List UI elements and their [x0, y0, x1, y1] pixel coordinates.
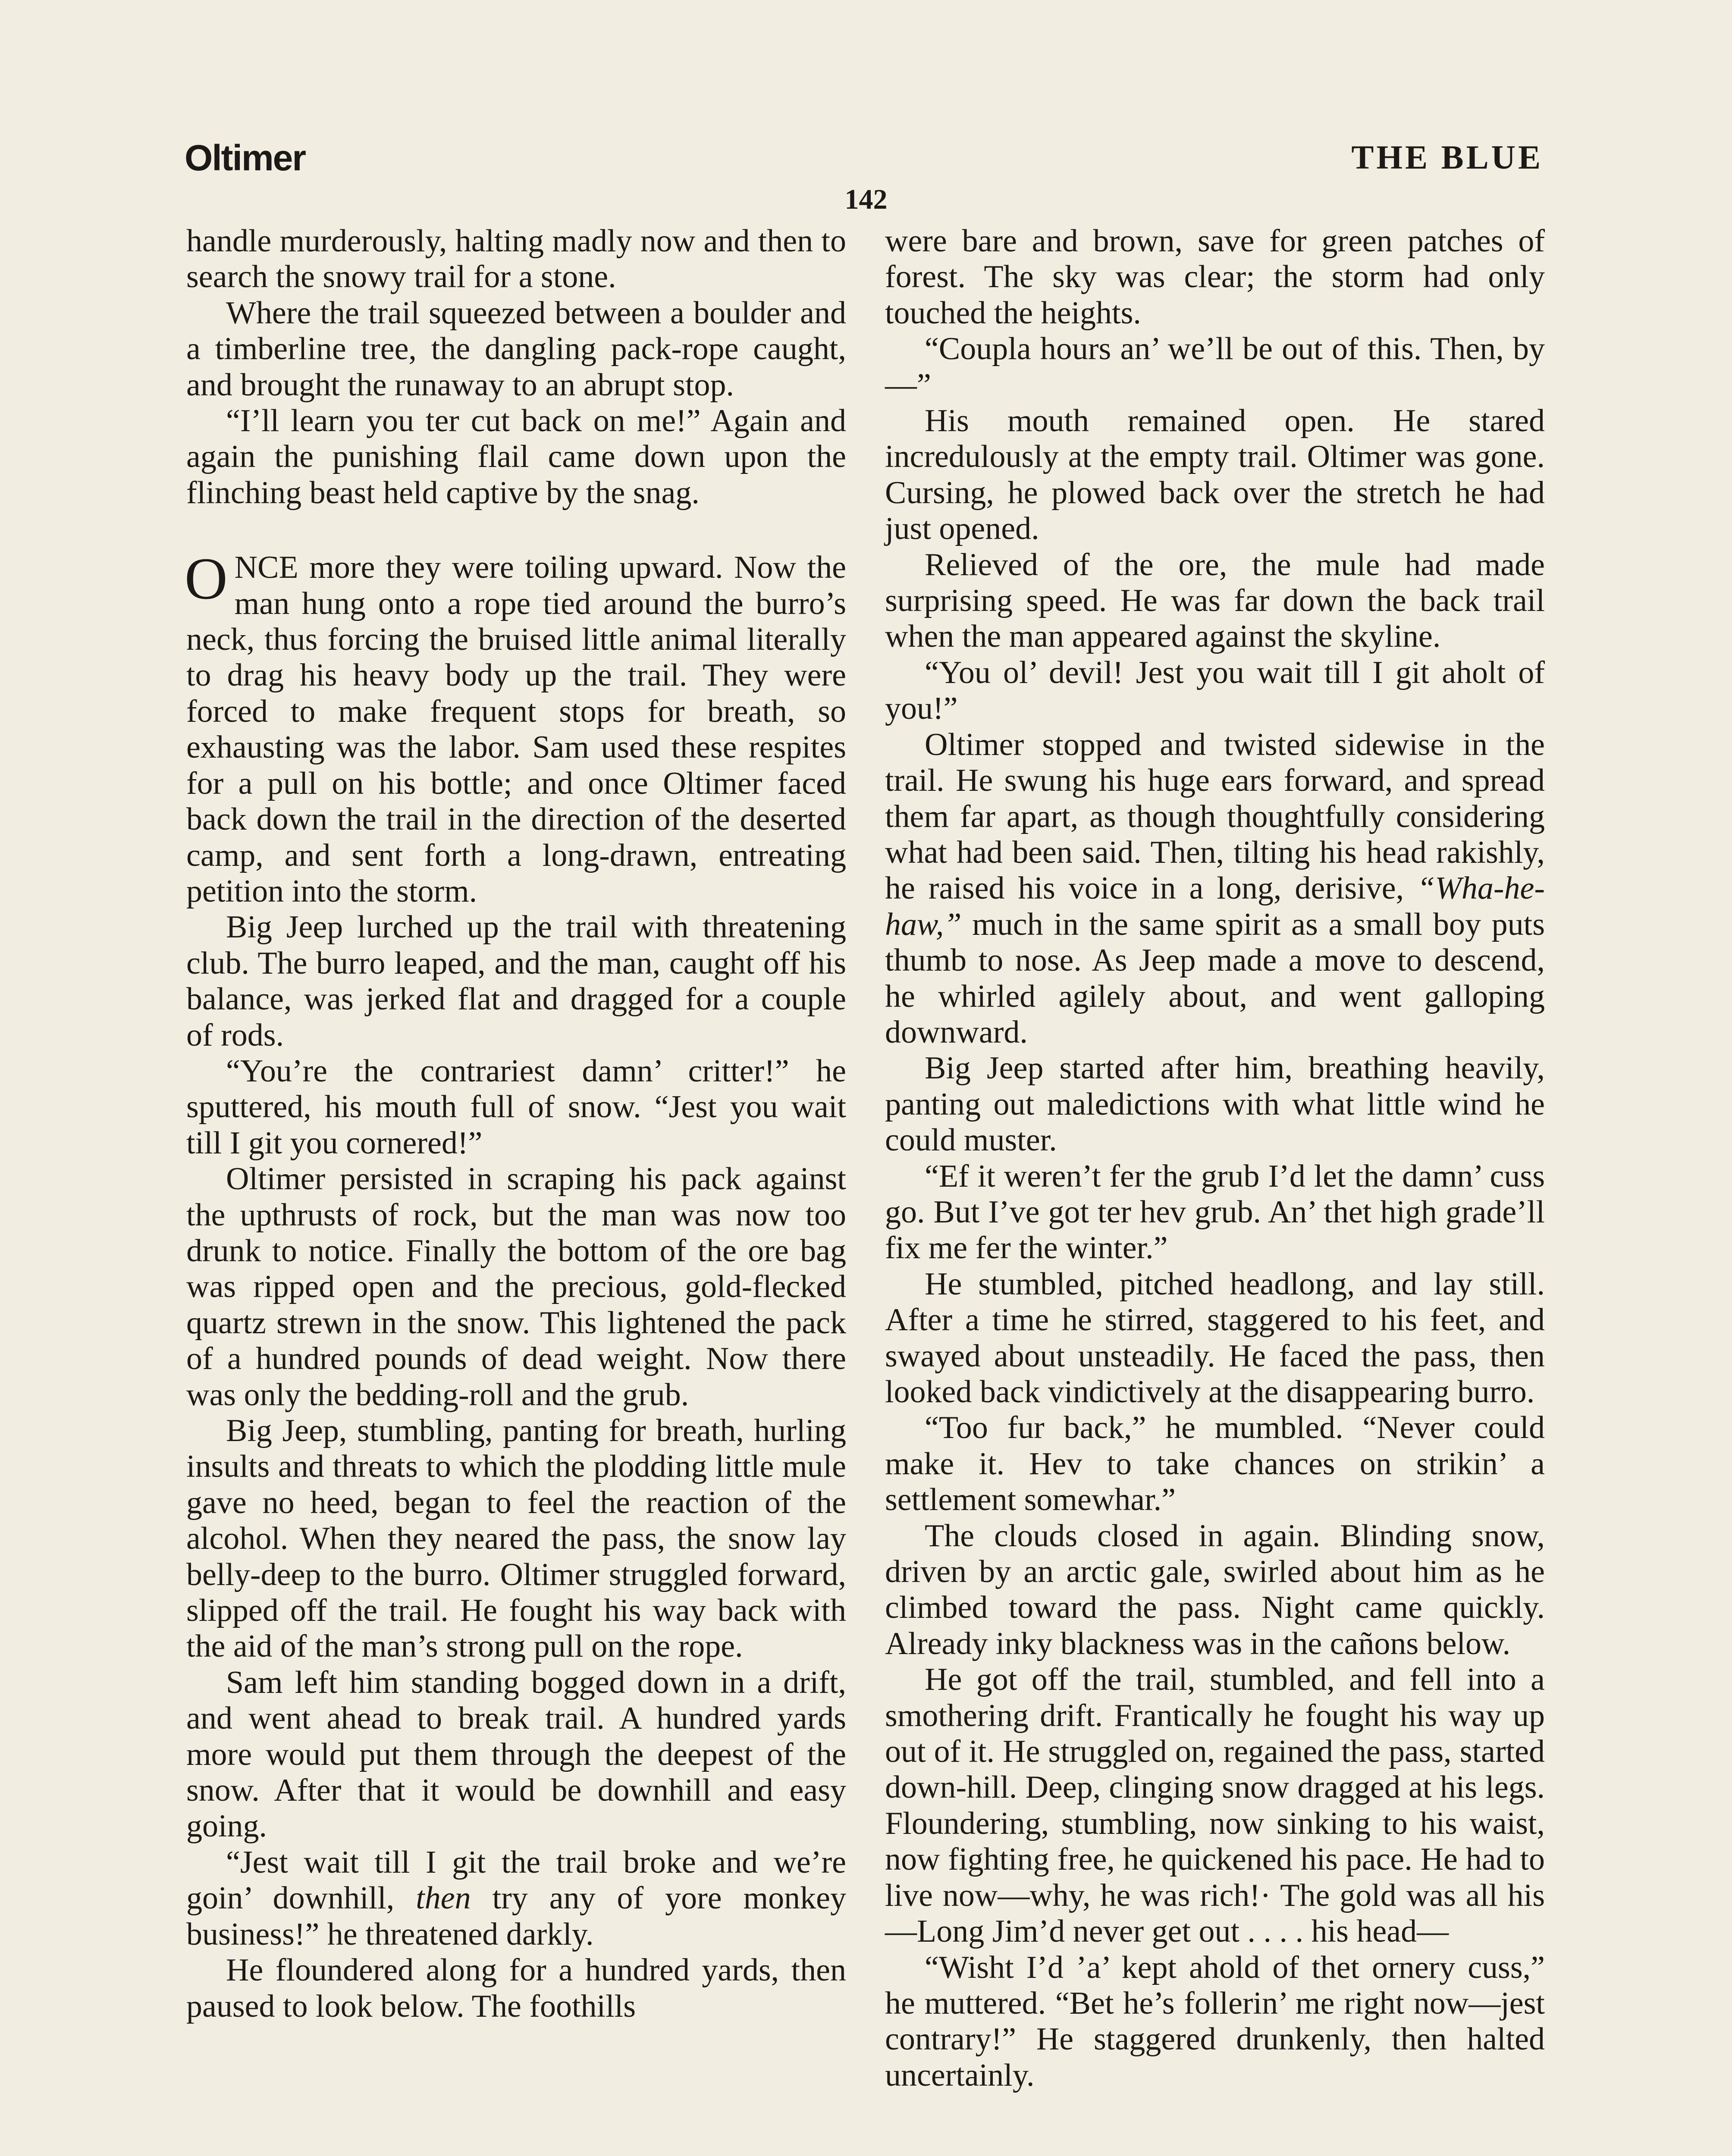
paragraph: handle murderously, halting madly now and then to search the snowy trail for a stone. — [186, 223, 846, 295]
right-column — [885, 223, 1545, 2093]
paragraph: Relieved of the ore, the mule had made surprising speed. He was far down the back trail when the man appeared against the skyline. — [885, 547, 1545, 655]
paragraph-text: Oltimer stopped and twisted sidewise in the trail. He swung his huge ears forward, and spread them far apart, as though thoughtfully considering what had been said. Then, tilting his head rakishly, he raised his voice in a long, derisive, — [885, 727, 1545, 906]
paragraph: “You’re the contrariest damn’ critter!” he sputtered, his mouth full of snow. “Jest you wait till I git you cornered!” — [186, 1053, 846, 1161]
drop-cap: O — [185, 545, 228, 612]
left-column — [186, 223, 846, 2024]
paragraph-text: much in the same spirit as a small boy puts thumb to nose. As Jeep made a move to descend, he whirled agilely about, and went galloping downward. — [885, 906, 1545, 1050]
paragraph: His mouth remained open. He stared incredulously at the empty trail. Oltimer was gone. Cursing, he plowed back over the stretch he had just opened. — [885, 403, 1545, 547]
paragraph: He stumbled, pitched headlong, and lay still. After a time he stirred, staggered to his feet, and swayed about unsteadily. He faced the pass, then looked back vindictively at the disappearing burro. — [885, 1266, 1545, 1410]
story-title: Oltimer — [185, 138, 306, 178]
paragraph: Where the trail squeezed between a boulder and a timberline tree, the dangling pack-rope caught, and brought the runaway to an abrupt stop. — [186, 295, 846, 403]
paragraph: The clouds closed in again. Blinding snow, driven by an arctic gale, swirled about him as he climbed toward the pass. Night came quickly. Already inky blackness was in the cañons below. — [885, 1518, 1545, 1661]
paragraph-text: NCE more they were toiling upward. Now the man hung onto a rope tied around the burro’s neck, thus forcing the bruised little animal literally to drag his heavy body up the trail. They were forced to make frequent stops for breath, so exhausting was the labor. Sam used these respites for a pull on his bottle; and once Oltimer faced back down the trail in the direction of the deserted camp, and sent forth a long-drawn, entreating petition into the storm. — [186, 550, 846, 909]
running-head — [185, 137, 1543, 185]
paragraph: “You ol’ devil! Jest you wait till I git aholt of you!” — [885, 655, 1545, 727]
paragraph: Sam left him standing bogged down in a drift, and went ahead to break trail. A hundred yards more would put them through the deepest of the snow. After that it would be downhill and easy going. — [186, 1664, 846, 1844]
paragraph: He got off the trail, stumbled, and fell into a smothering drift. Frantically he fought his way up out of it. He struggled on, regained the pass, started down-hill. Deep, clinging snow dragged at his legs. Floundering, stumbling, now sinking to his waist, now fighting free, he quickened his pace. He had to live now—why, he was rich!· The gold was all his—Long Jim’d never get out . . . . his head— — [885, 1662, 1545, 1949]
paragraph: were bare and brown, save for green patches of forest. The sky was clear; the storm had only touched the heights. — [885, 223, 1545, 331]
paragraph: “I’ll learn you ter cut back on me!” Again and again the punishing flail came down upon the flinching beast held captive by the snag. — [186, 403, 846, 511]
paragraph: “Too fur back,” he mumbled. “Never could make it. Hev to take chances on strikin’ a settlement somewhar.” — [885, 1410, 1545, 1518]
page-number: 142 — [844, 184, 888, 215]
paragraph-text: “Jest wait till I git the trail broke and we’re goin’ downhill, — [186, 1844, 846, 1916]
paragraph: “Wisht I’d ’a’ kept ahold of thet ornery cuss,” he muttered. “Bet he’s follerin’ me right now—jest contrary!” He staggered drunkenly, then halted uncertainly. — [885, 1949, 1545, 2093]
emphasis: “Wha-he-haw,” — [885, 871, 1545, 942]
paragraph — [885, 727, 1545, 1051]
paragraph: He floundered along for a hundred yards, then paused to look below. The foothills — [186, 1952, 846, 2024]
paragraph: Big Jeep started after him, breathing heavily, panting out maledictions with what little wind he could muster. — [885, 1050, 1545, 1158]
emphasis: then — [416, 1880, 471, 1916]
paragraph: “Coupla hours an’ we’ll be out of this. Then, by—” — [885, 331, 1545, 403]
paragraph-text: try any of yore monkey business!” he threatened darkly. — [186, 1880, 846, 1952]
paragraph: Oltimer persisted in scraping his pack against the upthrusts of rock, but the man was now too drunk to notice. Finally the bottom of the ore bag was ripped open and the precious, gold-flecked quartz strewn in the snow. This lightened the pack of a hundred pounds of dead weight. Now there was only the bedding-roll and the grub. — [186, 1161, 846, 1413]
paragraph: Big Jeep, stumbling, panting for breath, hurling insults and threats to which the plodding little mule gave no heed, began to feel the reaction of the alcohol. When they neared the pass, the snow lay belly-deep to the burro. Oltimer struggled forward, slipped off the trail. He fought his way back with the aid of the man’s strong pull on the rope. — [186, 1413, 846, 1664]
paragraph: “Ef it weren’t fer the grub I’d let the damn’ cuss go. But I’ve got ter hev grub. An’ thet high grade’ll fix me fer the winter.” — [885, 1158, 1545, 1266]
paragraph: Big Jeep lurched up the trail with threatening club. The burro leaped, and the man, caught off his balance, was jerked flat and dragged for a couple of rods. — [186, 909, 846, 1053]
paragraph-dropcap — [185, 545, 846, 909]
magazine-title: THE BLUE — [1351, 138, 1543, 176]
paragraph — [186, 1845, 846, 1952]
